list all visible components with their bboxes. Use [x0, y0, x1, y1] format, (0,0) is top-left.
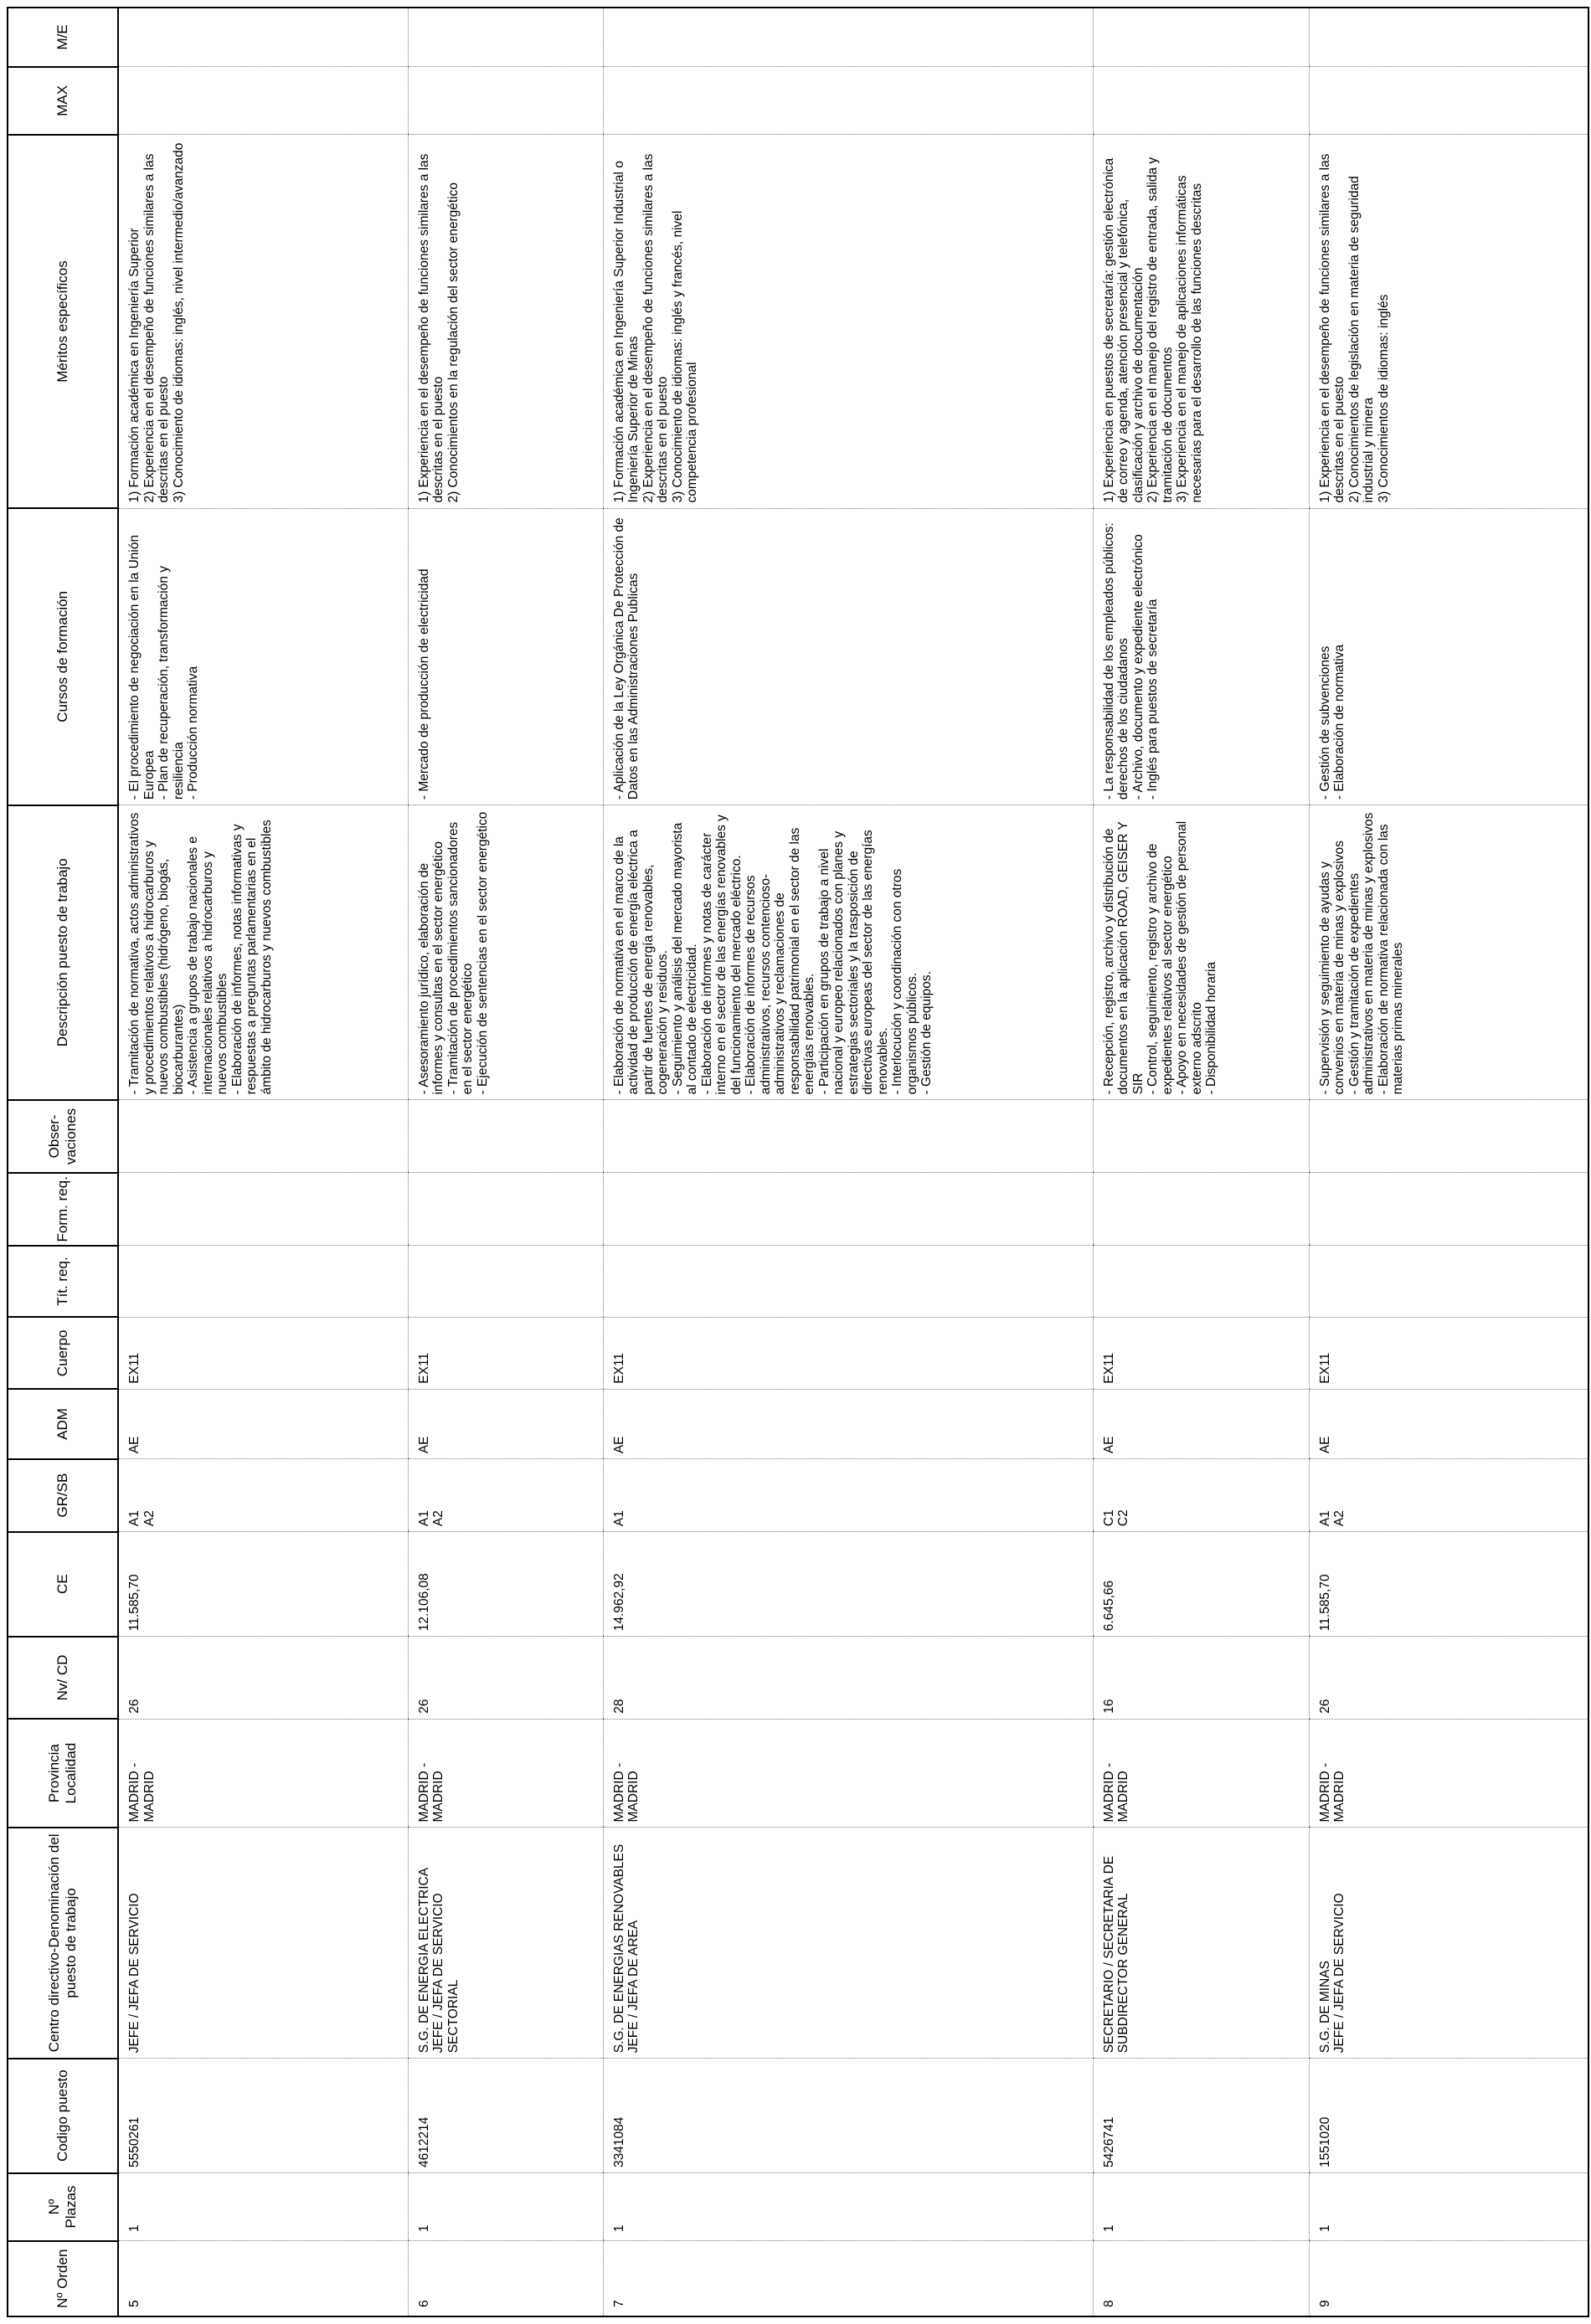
table-row [118, 8, 408, 2316]
max-cell [118, 67, 408, 135]
col-titulacion-header: Tít. req. [8, 1246, 118, 1318]
provincia-cell: MADRID - MADRID [408, 1719, 603, 1828]
provincia-cell: MADRID - MADRID [1309, 1719, 1588, 1828]
col-descripcion-header: Descripción puesto de trabajo [8, 805, 118, 1100]
nivel-cell: 28 [603, 1637, 1093, 1720]
observaciones-cell [408, 1100, 603, 1173]
adm-cell: AE [118, 1389, 408, 1458]
cuerpo-cell: EX11 [1309, 1317, 1588, 1389]
centro-cell [118, 1828, 408, 2059]
provincia-cell: MADRID - MADRID [603, 1719, 1093, 1828]
orden-cell: 8 [1093, 2241, 1309, 2316]
codigo-cell: 1551020 [1309, 2059, 1588, 2173]
titulacion-cell [1309, 1246, 1588, 1318]
col-orden-header: Nº Orden [8, 2241, 118, 2316]
max-cell [408, 67, 603, 135]
col-provincia-header: Provincia Localidad [8, 1719, 118, 1828]
plazas-cell: 1 [118, 2173, 408, 2241]
col-grupo-header: GR/SB [8, 1459, 118, 1532]
cursos-cell: - Aplicación de la Ley Orgánica De Protección de Datos en las Administraciones Publicas [603, 508, 1093, 805]
formacion-cell [603, 1173, 1093, 1246]
me-cell [118, 8, 408, 67]
nivel-cell: 26 [408, 1637, 603, 1720]
orden-cell: 9 [1309, 2241, 1588, 2316]
centro-cell [603, 1828, 1093, 2059]
nivel-cell: 26 [118, 1637, 408, 1720]
col-cursos-header: Cursos de formación [8, 508, 118, 805]
centro-cell [408, 1828, 603, 2059]
observaciones-cell [118, 1100, 408, 1173]
meritos-cell: 1) Formación académica en Ingeniería Superior 2) Experiencia en el desempeño de funciones similares a las descritas en el puesto 3) Conocimiento de idiomas: inglés, nivel intermedio/avanzado [118, 135, 408, 508]
descripcion-cell: - Recepción, registro, archivo y distribución de documentos en la aplicación ROAD, GEISER Y SIR - Control, seguimiento, registro y archivo de expedientes relativos al sector energético - Apoyo en necesidades de gestión de personal externo adscrito - Disponibilidad horaria [1093, 805, 1309, 1100]
me-cell [1309, 8, 1588, 67]
ce-cell: 14.962,92 [603, 1532, 1093, 1637]
cuerpo-cell: EX11 [118, 1317, 408, 1389]
col-observaciones-header: Obser-vaciones [8, 1100, 118, 1173]
col-formacion-header: Form. req. [8, 1173, 118, 1246]
col-codigo-header: Codigo puesto [8, 2059, 118, 2173]
orden-cell: 5 [118, 2241, 408, 2316]
nivel-cell: 16 [1093, 1637, 1309, 1720]
observaciones-cell [603, 1100, 1093, 1173]
plazas-cell: 1 [1093, 2173, 1309, 2241]
max-cell [1093, 67, 1309, 135]
grupo-cell: A1 A2 [1309, 1459, 1588, 1532]
centro-cell [1093, 1828, 1309, 2059]
formacion-cell [408, 1173, 603, 1246]
plazas-cell: 1 [1309, 2173, 1588, 2241]
ce-cell: 6.645,66 [1093, 1532, 1309, 1637]
descripcion-cell: - Asesoramiento jurídico, elaboración de informes y consultas en el sector energético - Tramitación de procedimientos sancionadores en el sector energético - Ejecución de sentencias en el sector energético [408, 805, 603, 1100]
codigo-cell: 5426741 [1093, 2059, 1309, 2173]
adm-cell: AE [1093, 1389, 1309, 1458]
subdireccion-label: S.G. DE ENERGIAS RENOVABLES [611, 1843, 626, 2054]
cursos-cell: - La responsabilidad de los empleados públicos: derechos de los ciudadanos - Archivo, documento y expediente electrónico - Inglés para puestos de secretaría [1093, 508, 1309, 805]
formacion-cell [1093, 1173, 1309, 1246]
col-cuerpo-header: Cuerpo [8, 1317, 118, 1389]
provincia-cell: MADRID - MADRID [1093, 1719, 1309, 1828]
col-plazas-header: Nº Plazas [8, 2173, 118, 2241]
adm-cell: AE [603, 1389, 1093, 1458]
puesto-label: JEFE / JEFA DE AREA [626, 1920, 641, 2054]
me-cell [1093, 8, 1309, 67]
meritos-cell: 1) Experiencia en puestos de secretaría: gestión electrónica de correo y agenda, atención presencial y telefónica, clasificación y archivo de documentación 2) Experiencia en el manejo del registro de entrada, salida y tramitación de documentos 3) Experiencia en el manejo de aplicaciones informáticas necesarias para el desarrollo de las funciones descritas [1093, 135, 1309, 508]
col-max-header: MAX [8, 67, 118, 135]
grupo-cell: A1 A2 [408, 1459, 603, 1532]
me-cell [603, 8, 1093, 67]
puesto-label: JEFE / JEFA DE SERVICIO [127, 1893, 142, 2054]
orden-cell: 7 [603, 2241, 1093, 2316]
puesto-label: JEFE / JEFA DE SERVICIO SECTORIAL [431, 1893, 461, 2054]
table-row [408, 8, 603, 2316]
observaciones-cell [1309, 1100, 1588, 1173]
subdireccion-label: S.G. DE ENERGIA ELECTRICA [416, 1867, 431, 2054]
col-meritos-header: Méritos específicos [8, 135, 118, 508]
max-cell [603, 67, 1093, 135]
descripcion-cell: - Tramitación de normativa, actos administrativos y procedimientos relativos a hidrocarburos y nuevos combustibles (hidrógeno, biogás, biocarburantes) - Asistencia a grupos de trabajo nacionales e internacionales relativos a hidrocarburos y nuevos combustibles - Elaboración de informes, notas informativas y respuestas a preguntas parlamentarias en el ámbito de hidrocarburos y nuevos combustibles [118, 805, 408, 1100]
cursos-cell: - Gestión de subvenciones - Elaboración de normativa [1309, 508, 1588, 805]
col-nivel-header: Nv/ CD [8, 1637, 118, 1720]
grupo-cell: A1 [603, 1459, 1093, 1532]
titulacion-cell [118, 1246, 408, 1318]
cuerpo-cell: EX11 [1093, 1317, 1309, 1389]
provincia-cell: MADRID - MADRID [118, 1719, 408, 1828]
meritos-cell: 1) Formación académica en Ingeniería Superior Industrial o Ingeniería Superior de Minas 2) Experiencia en el desempeño de funciones similares a las descritas en el puesto 3) Conocimiento de idiomas: inglés y francés, nivel competencia profesional [603, 135, 1093, 508]
col-me-header: M/E [8, 8, 118, 67]
cuerpo-cell: EX11 [603, 1317, 1093, 1389]
cuerpo-cell: EX11 [408, 1317, 603, 1389]
adm-cell: AE [1309, 1389, 1588, 1458]
table-row [1309, 8, 1588, 2316]
descripcion-cell: - Elaboración de normativa en el marco de la actividad de producción de energía eléctrica a partir de fuentes de energía renovables, cogeneración y residuos. - Seguimiento y análisis del mercado mayorista al contado de electricidad. - Elaboración de informes y notas de carácter interno en el sector de las energías renovables y del funcionamiento del mercado eléctrico. - Elaboración de informes de recursos administrativos, recursos contencioso-administrativos y reclamaciones de responsabilidad patrimonial en el sector de las energías renovables. - Participación en grupos de trabajo a nivel nacional y europeo relacionados con planes y estrategias sectoriales y la trasposición de directivas europeas del sector de las energías renovables. - Interlocución y coordinación con otros organismos públicos. - Gestión de equipos. [603, 805, 1093, 1100]
codigo-cell: 3341084 [603, 2059, 1093, 2173]
cursos-cell: - El procedimiento de negociación en la Unión Europea - Plan de recuperación, transformación y resiliencia - Producción normativa [118, 508, 408, 805]
ce-cell: 12.106,08 [408, 1532, 603, 1637]
codigo-cell: 4612214 [408, 2059, 603, 2173]
header-row [8, 8, 118, 2316]
grupo-cell: A1 A2 [118, 1459, 408, 1532]
me-cell [408, 8, 603, 67]
centro-cell [1309, 1828, 1588, 2059]
titulacion-cell [1093, 1246, 1309, 1318]
ce-cell: 11.585,70 [118, 1532, 408, 1637]
titulacion-cell [603, 1246, 1093, 1318]
subdireccion-label: S.G. DE MINAS [1317, 1961, 1332, 2054]
grupo-cell: C1 C2 [1093, 1459, 1309, 1532]
observaciones-cell [1093, 1100, 1309, 1173]
meritos-cell: 1) Experiencia en el desempeño de funciones similares a las descritas en el puesto 2) Conocimientos de legislación en materia de seguridad industrial y minera 3) Conocimientos de idiomas: inglés [1309, 135, 1588, 508]
titulacion-cell [408, 1246, 603, 1318]
puesto-label: SECRETARIO / SECRETARIA DE SUBDIRECTOR GENERAL [1101, 1855, 1130, 2054]
col-ce-header: CE [8, 1532, 118, 1637]
table-row [1093, 8, 1309, 2316]
puesto-label: JEFE / JEFA DE SERVICIO [1332, 1893, 1346, 2054]
plazas-cell: 1 [408, 2173, 603, 2241]
max-cell [1309, 67, 1588, 135]
job-positions-table [7, 7, 1589, 2317]
orden-cell: 6 [408, 2241, 603, 2316]
cursos-cell: - Mercado de producción de electricidad [408, 508, 603, 805]
meritos-cell: 1) Experiencia en el desempeño de funciones similares a las descritas en el puesto 2) Conocimientos en la regulación del sector energético [408, 135, 603, 508]
formacion-cell [1309, 1173, 1588, 1246]
plazas-cell: 1 [603, 2173, 1093, 2241]
nivel-cell: 26 [1309, 1637, 1588, 1720]
descripcion-cell: - Supervisión y seguimiento de ayudas y convenios en materia de minas y explosivos - Gestión y tramitación de expedientes administrativos en materia de minas y explosivos - Elaboración de normativa relacionada con las materias primas minerales [1309, 805, 1588, 1100]
formacion-cell [118, 1173, 408, 1246]
col-adm-header: ADM [8, 1389, 118, 1458]
adm-cell: AE [408, 1389, 603, 1458]
codigo-cell: 5550261 [118, 2059, 408, 2173]
table-row [603, 8, 1093, 2316]
ce-cell: 11.585,70 [1309, 1532, 1588, 1637]
col-centro-header: Centro directivo-Denominación del puesto de trabajo [8, 1828, 118, 2059]
